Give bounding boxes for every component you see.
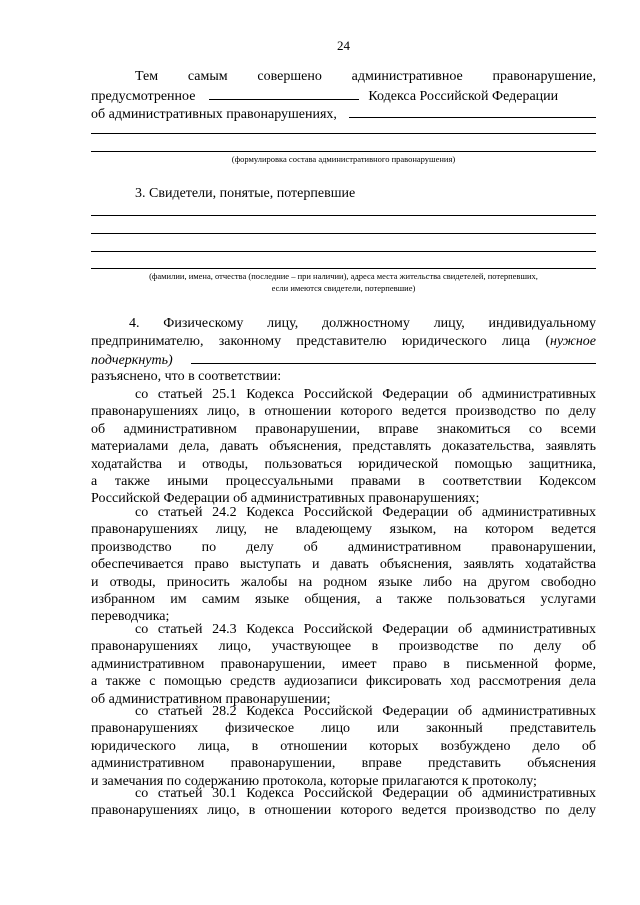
rights-p2-line-5: и отводы, приносить жалобы на родном языке либо на другом свободно (91, 574, 596, 590)
offense-line-3 (91, 105, 596, 123)
witnesses-blank-4[interactable] (91, 268, 596, 269)
rights-p4-line-4: административном правонарушении, вправе представить объяснения (91, 756, 596, 772)
witnesses-blank-3[interactable] (91, 251, 596, 252)
rights-p2-line-3: производство по делу об административном правонарушении, (91, 539, 596, 555)
rights-p4-line-5: и замечания по содержанию протокола, которые прилагаются к протоколу; (91, 773, 537, 789)
rights-p2-line-4: обеспечивается право выступать и давать объяснения, заявлять ходатайства (91, 557, 596, 573)
rights-intro-italic-2: подчеркнуть) (91, 353, 173, 368)
rights-p1-line-6: а также иными процессуальными правами в соответствии Кодексом (91, 474, 596, 489)
rights-p4-line-1: со статьей 28.2 Кодекса Российской Федерации об административных (135, 704, 596, 719)
rights-intro-line-3 (91, 351, 596, 369)
witnesses-heading: 3. Свидетели, понятые, потерпевшие (135, 186, 356, 201)
offense-line-3-text: об административных правонарушениях, (91, 107, 337, 122)
article-blank[interactable] (209, 86, 359, 100)
offense-caption: (формулировка состава административного правонарушения) (231, 154, 456, 164)
witnesses-caption-1: (фамилии, имена, отчества (последние – при наличии), адреса места жительства свидетелей, потерпевших, (149, 271, 538, 281)
rights-p3-line-3: административном правонарушении, имеет право в письменной форме, (91, 656, 596, 672)
rights-p3-line-2: правонарушениях лицо, участвующее в производстве по делу об (91, 639, 596, 655)
rights-p3-line-5: об административном правонарушении; (91, 691, 331, 707)
offense-line-1: Тем самым совершено административное правонарушение, (135, 69, 596, 84)
rights-intro-italic: нужное (550, 334, 596, 349)
offense-line-2-start: предусмотренное (91, 89, 196, 104)
rights-intro-line-1: 4. Физическому лицу, должностному лицу, индивидуальному (129, 316, 596, 331)
rights-p2-line-7: переводчика; (91, 609, 170, 625)
rights-p2-line-1: со статьей 24.2 Кодекса Российской Федерации об административных (135, 505, 596, 520)
rights-p2-line-6: избранном им самим языке общения, а также пользоваться услугами (91, 592, 596, 607)
rights-p1-line-4: материалами дела, давать объяснения, представлять доказательства, заявлять (91, 439, 596, 455)
person-type-blank[interactable] (191, 351, 596, 364)
rights-p4-line-3: юридического лица, в отношении которых возбуждено дело об (91, 738, 596, 754)
witnesses-blank-1[interactable] (91, 215, 596, 216)
rights-intro-line-2 (91, 333, 596, 350)
rights-p1-line-1: со статьей 25.1 Кодекса Российской Федерации об административных (135, 387, 596, 402)
offense-blank-3[interactable] (91, 151, 596, 152)
rights-p1-line-2: правонарушениях лицо, в отношении которого ведется производство по делу (91, 404, 596, 420)
offense-line-2 (91, 86, 596, 105)
rights-intro-line-2-text: предпринимателю, законному представителю юридического лица ( (91, 334, 550, 349)
rights-p3-line-1: со статьей 24.3 Кодекса Российской Федерации об административных (135, 622, 596, 637)
witnesses-caption-2: если имеются свидетели, потерпевшие) (271, 283, 416, 293)
rights-p4-line-2: правонарушениях физическое лицо или законный представитель (91, 721, 596, 737)
offense-line-2-end: Кодекса Российской Федерации (368, 89, 559, 104)
witnesses-blank-2[interactable] (91, 233, 596, 234)
rights-p1-line-7: Российской Федерации об административных правонарушениях; (91, 491, 480, 507)
offense-blank-2[interactable] (91, 133, 596, 134)
page-number: 24 (337, 38, 350, 53)
rights-intro-line-4: разъяснено, что в соответствии: (91, 369, 282, 384)
rights-p1-line-3: об административном правонарушении, вправе знакомиться со всеми (91, 421, 596, 437)
rights-p2-line-2: правонарушениях лицу, не владеющему языком, на котором ведется (91, 522, 596, 538)
rights-p1-line-5: ходатайства и отводы, пользоваться юридической помощью защитника, (91, 456, 596, 472)
rights-p5-line-2: правонарушениях лицо, в отношении которого ведется производство по делу (91, 803, 596, 819)
rights-p5-line-1: со статьей 30.1 Кодекса Российской Федерации об административных (135, 786, 596, 801)
offense-blank-1[interactable] (349, 105, 596, 118)
rights-p3-line-4: а также с помощью средств аудиозаписи фиксировать ход рассмотрения дела (91, 674, 596, 690)
